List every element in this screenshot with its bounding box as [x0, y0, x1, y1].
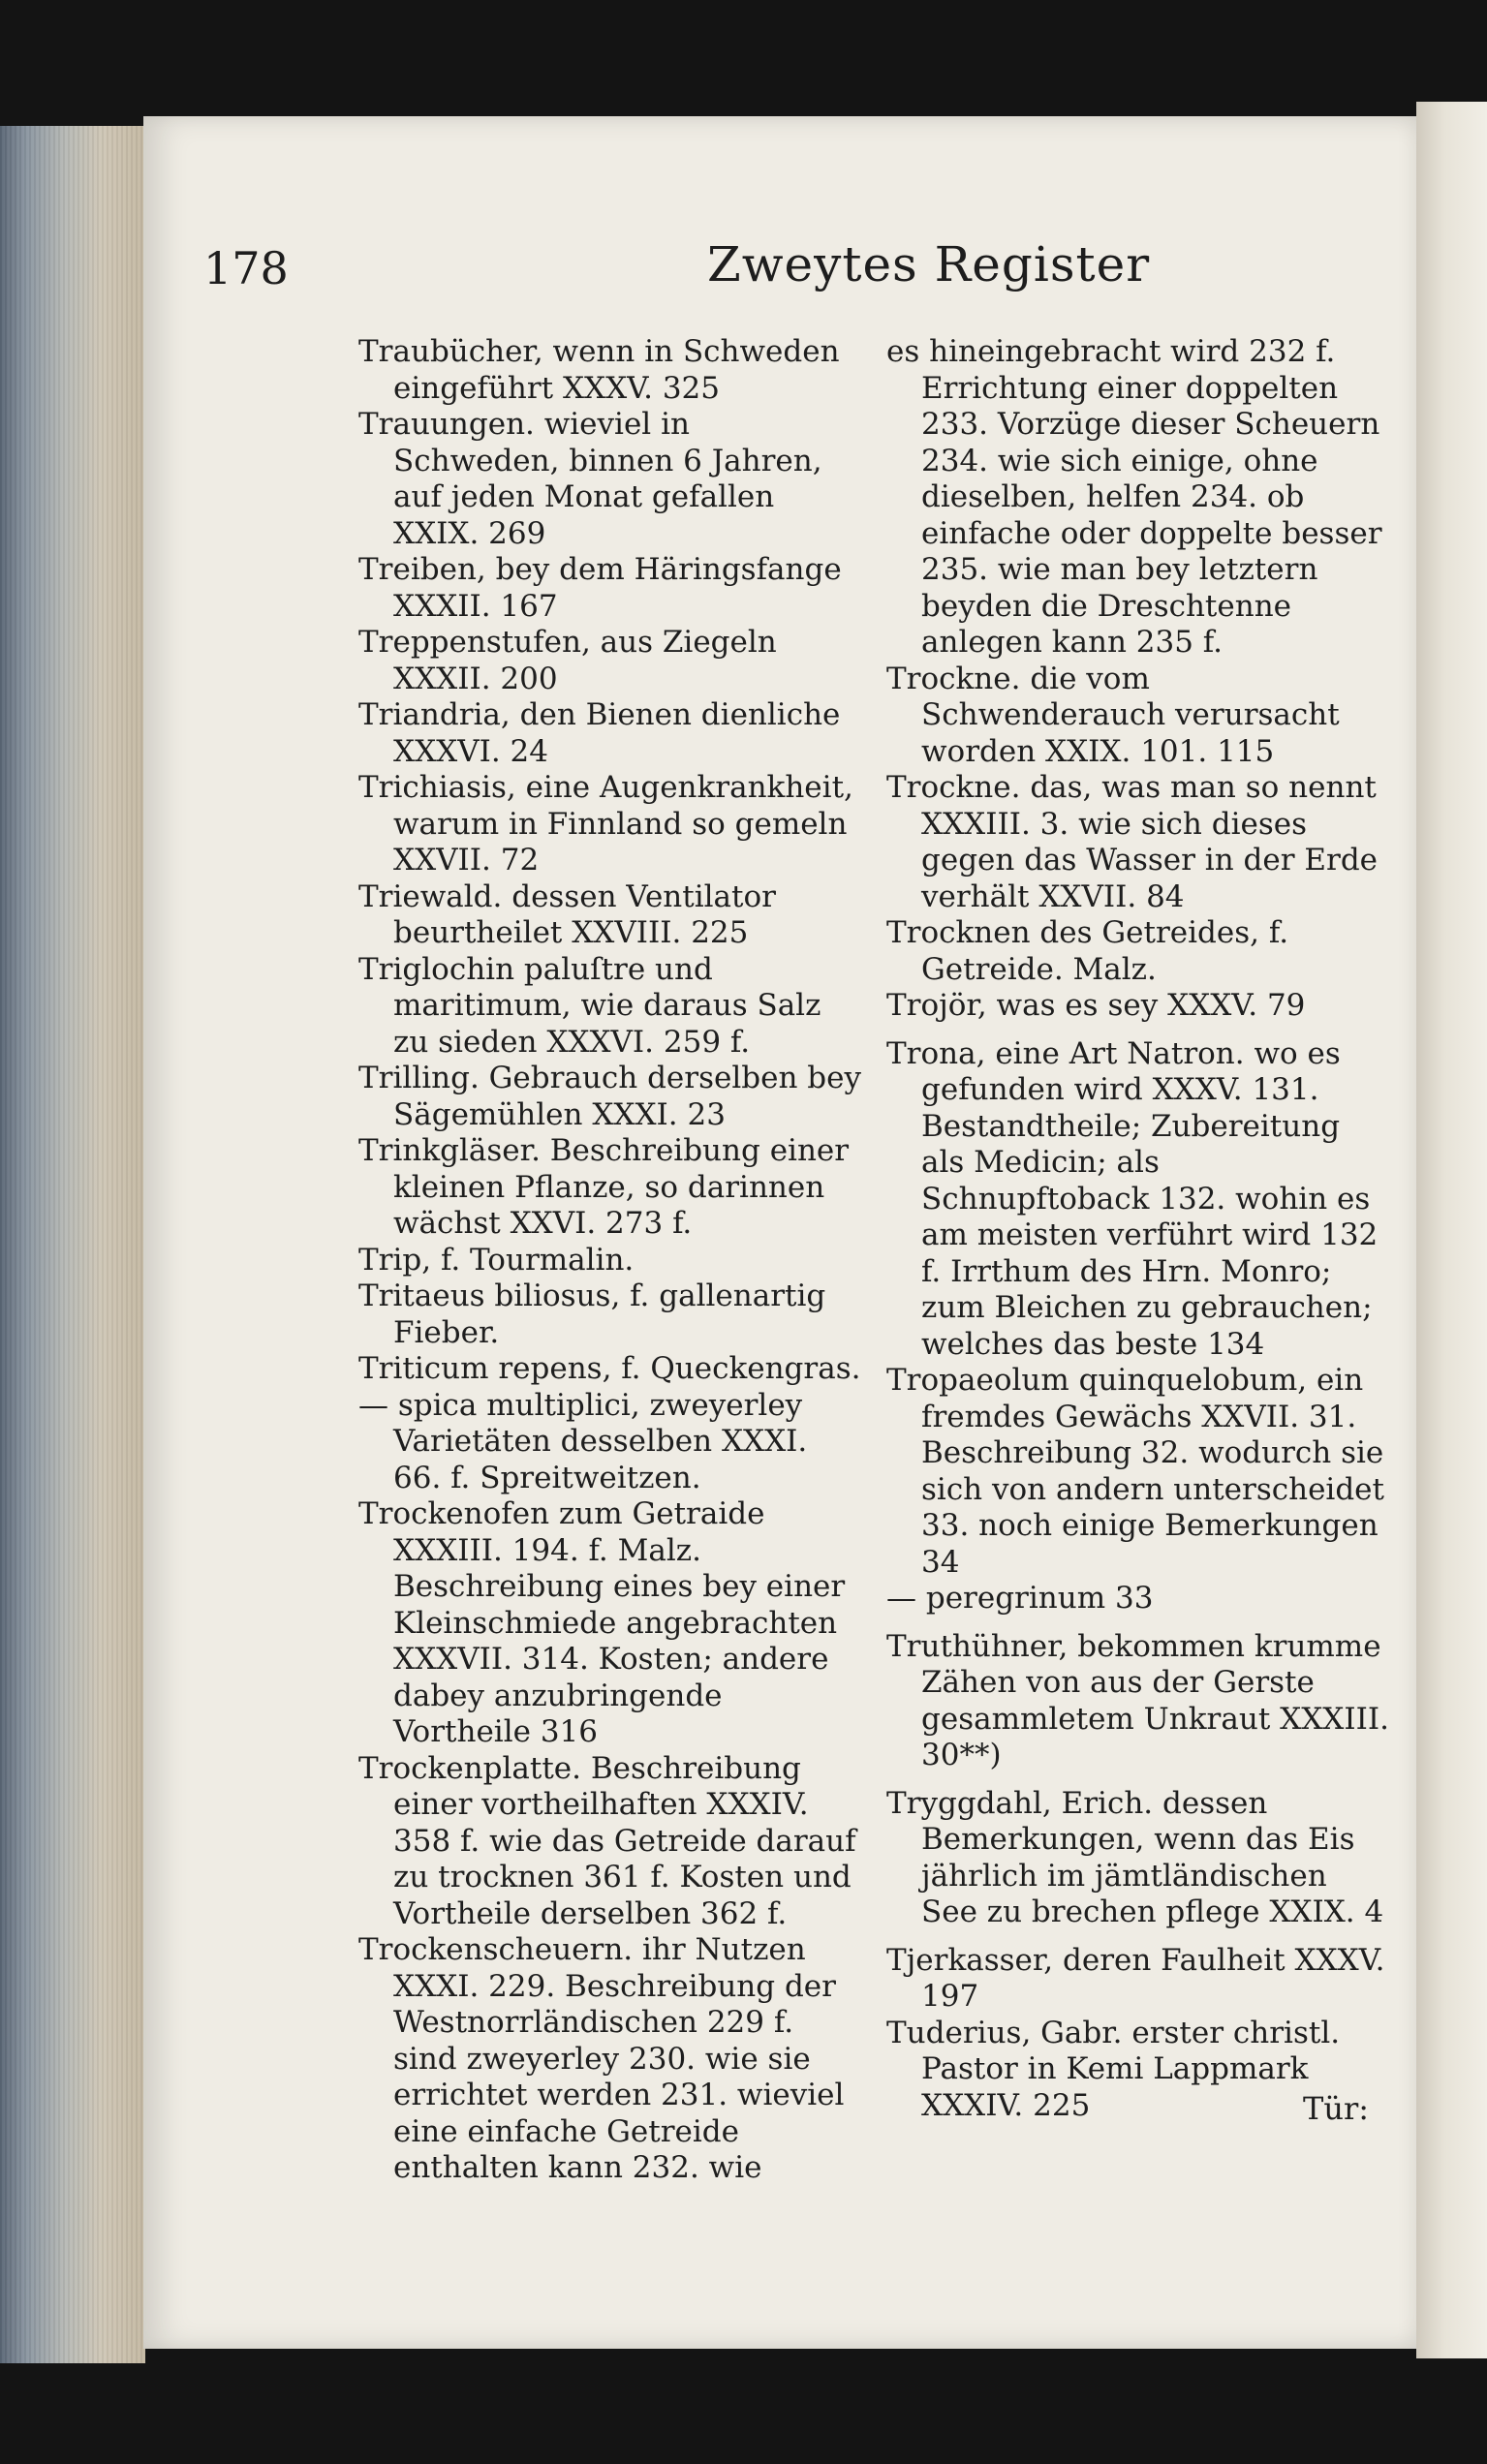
index-entry: Trinkgläser. Beschreibung einer kleinen Pflanze, so darinnen wächst XXVI. 273 f. [358, 1133, 850, 1241]
index-entry: Tryggdahl, Erich. dessen Bemerkungen, wenn das Eis jährlich im jämtländischen See zu brechen pflege XXIX. 4 [886, 1785, 1384, 1929]
index-entry: Tuderius, Gabr. erster christl. Pastor in Kemi Lappmark XXXIV. 225 [886, 2015, 1341, 2123]
index-entry: Trocknen des Getreides, f. Getreide. Malz. [886, 915, 1289, 987]
index-entry: Tropaeolum quinquelobum, ein fremdes Gewächs XXVII. 31. Beschreibung 32. wodurch sie sich von andern unterscheidet 33. noch einige Bemerkungen 34 [886, 1363, 1384, 1580]
index-entry: es hineingebracht wird 232 f. Errichtung einer doppelten 233. Vorzüge dieser Scheuern 234. wie sich einige, ohne dieselben, helfen 234. ob einfache oder doppelte besser 235. wie man bey letztern beyden die Dreschtenne anlegen kann 235 f. [886, 334, 1382, 660]
index-entry: — spica multiplici, zweyerley Varietäten desselben XXXI. 66. f. Spreitweitzen. [358, 1387, 808, 1495]
running-title: Zweytes Register [707, 236, 1151, 293]
index-entry: Trockne. das, was man so nennt XXXIII. 3. wie sich dieses gegen das Wasser in der Erde verhält XXVII. 84 [886, 770, 1379, 914]
index-entry: Trockenofen zum Getraide XXXIII. 194. f. Malz. Beschreibung eines bey einer Kleinschmiede angebrachten XXXVII. 314. Kosten; andere dabey anzubringende Vortheile 316 [358, 1496, 846, 1749]
index-entry: Tjerkasser, deren Faulheit XXXV. 197 [886, 1942, 1385, 2014]
index-entry: Trauungen. wieviel in Schweden, binnen 6 Jahren, auf jeden Monat gefallen XXIX. 269 [358, 407, 822, 551]
next-page-edge [1416, 102, 1487, 2358]
book-edge [0, 126, 145, 2363]
left-column [358, 334, 862, 2187]
index-entry: Triticum repens, f. Queckengras. [358, 1351, 861, 1386]
index-entry: Treiben, bey dem Häringsfange XXXII. 167 [358, 552, 842, 624]
index-entry: Trilling. Gebrauch derselben bey Sägemühlen XXXI. 23 [358, 1061, 861, 1132]
index-entry: Triglochin paluſtre und maritimum, wie daraus Salz zu sieden XXXVI. 259 f. [358, 951, 821, 1060]
index-entry: Triandria, den Bienen dienliche XXXVI. 24 [358, 697, 841, 769]
index-entry: Triewald. dessen Ventilator beurtheilet XXVIII. 225 [358, 878, 776, 950]
catchword: Tür: [1303, 2090, 1370, 2127]
index-entry: Traubücher, wenn in Schweden eingeführt XXXV. 325 [358, 334, 840, 406]
index-entry: Trojör, was es sey XXXV. 79 [886, 988, 1306, 1023]
index-entry: Truthühner, bekommen krumme Zähen von aus der Gerste gesammletem Unkraut XXXIII. 30**) [886, 1628, 1389, 1772]
right-column [886, 334, 1390, 2124]
index-entry: Trockenplatte. Beschreibung einer vortheilhaften XXXIV. 358 f. wie das Getreide darauf zu trocknen 361 f. Kosten und Vortheile derselben 362 f. [358, 1750, 856, 1931]
index-entry: — peregrinum 33 [886, 1581, 1154, 1616]
index-entry: Treppenstufen, aus Ziegeln XXXII. 200 [358, 625, 777, 696]
index-entry: Tritaeus biliosus, f. gallenartig Fieber. [358, 1278, 826, 1350]
index-entry: Trockenscheuern. ihr Nutzen XXXI. 229. Beschreibung der Westnorrländischen 229 f. sind zweyerley 230. wie sie errichtet werden 231. wieviel eine einfache Getreide enthalten kann 232. wie [358, 1932, 845, 2185]
index-entry: Trockne. die vom Schwenderauch verursacht worden XXIX. 101. 115 [886, 661, 1340, 769]
page-number: 178 [203, 242, 289, 294]
index-entry: Trip, f. Tourmalin. [358, 1242, 635, 1278]
index-entry: Trona, eine Art Natron. wo es gefunden wird XXXV. 131. Bestandtheile; Zubereitung als Medicin; als Schnupftoback 132. wohin es am meisten verführt wird 132 f. Irrthum des Hrn. Monro; zum Bleichen zu gebrauchen; welches das beste 134 [886, 1035, 1379, 1362]
index-entry: Trichiasis, eine Augenkrankheit, warum in Finnland so gemeln XXVII. 72 [358, 770, 853, 878]
